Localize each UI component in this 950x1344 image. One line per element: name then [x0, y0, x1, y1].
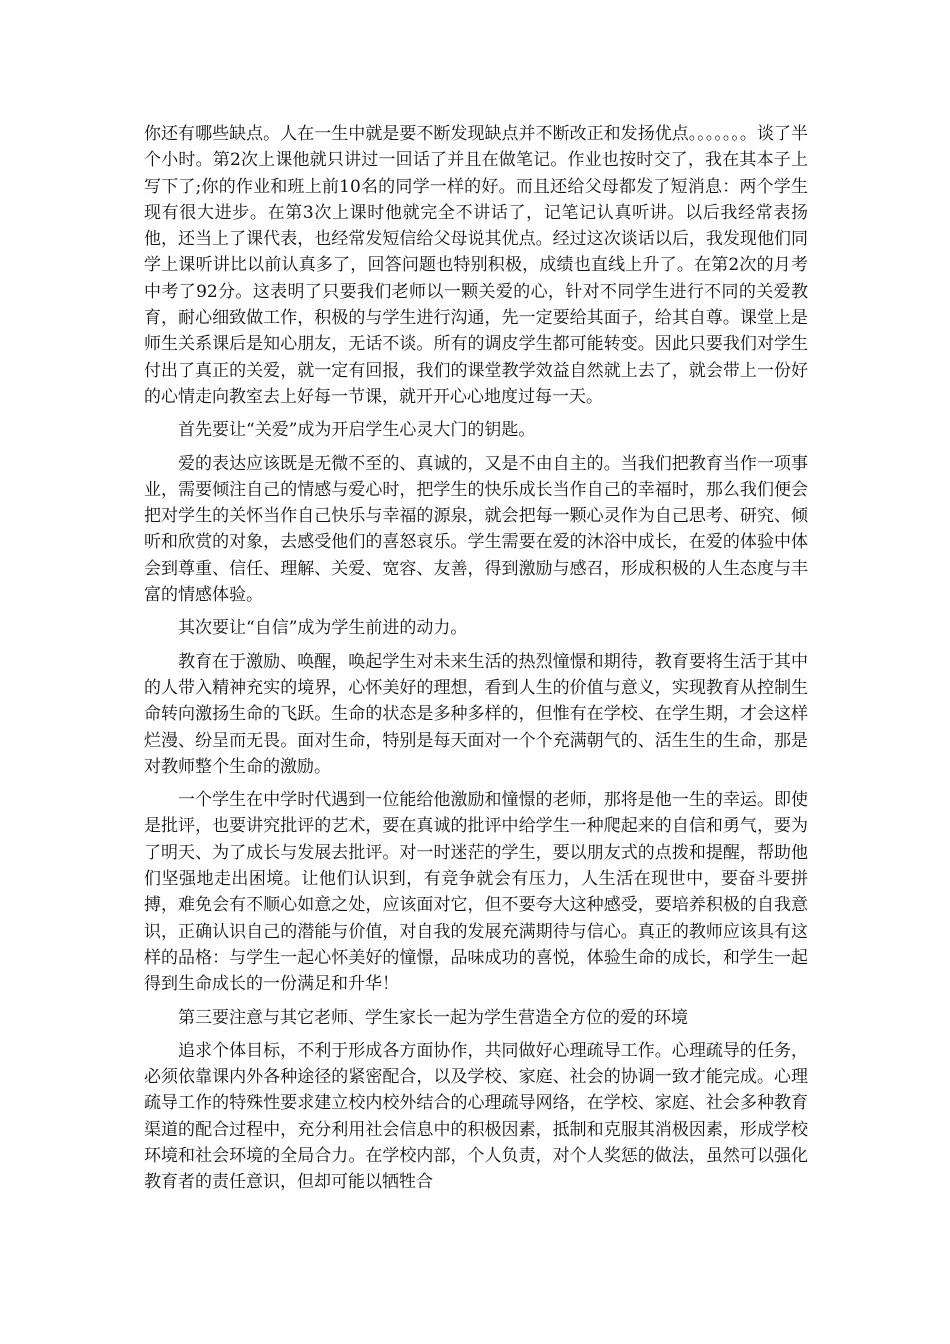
section-heading-care: 首先要让“关爱”成为开启学生心灵大门的钥匙。 [178, 420, 536, 441]
section-heading-confidence: 其次要让“自信”成为学生前进的动力。 [178, 618, 468, 639]
document-page [144, 121, 808, 1203]
paragraph-intro: 你还有哪些缺点。人在一生中就是要不断发现缺点并不断改正和发扬优点。。。。。。。谈了半个小时。第2次上课他就只讲过一回话了并且在做笔记。作业也按时交了，我在其本子上写下了;你的作业和班上前10名的同学一样的好。而且还给父母都发了短消息：两个学生现有很大进步。在第3次上课时他就完全不讲话了，记笔记认真听讲。以后我经常表扬他，还当上了课代表，也经常发短信给父母说其优点。经过这次谈话以后，我发现他们同学上课听讲比以前认真多了，回答问题也特别积极，成绩也直线上升了。在第2次的月考中考了92分。这表明了只要我们老师以一颗关爱的心，针对不同学生进行不同的关爱教育，耐心细致做工作，积极的与学生进行沟通，先一定要给其面子，给其自尊。课堂上是师生关系课后是知心朋友，无话不谈。所有的调皮学生都可能转变。因此只要我们对学生付出了真正的关爱，就一定有回报，我们的课堂教学效益自然就上去了，就会带上一份好的心情走向教室去上好每一节课，就开开心心地度过每一天。 [144, 124, 808, 407]
paragraph-care: 爱的表达应该既是无微不至的、真诚的，又是不由自主的。当我们把教育当作一项事业，需要倾注自己的情感与爱心时，把学生的快乐成长当作自己的幸福时，那么我们便会把对学生的关怀当作自己快乐与幸福的源泉，就会把每一颗心灵作为自己思考、研究、倾听和欣赏的对象，去感受他们的喜怒哀乐。学生需要在爱的沐浴中成长，在爱的体验中体会到尊重、信任、理解、关爱、宽容、友善，得到激励与感召，形成积极的人生态度与丰富的情感体验。 [144, 453, 808, 606]
paragraph-teacher: 一个学生在中学时代遇到一位能给他激励和憧憬的老师，那将是他一生的幸运。即使是批评，也要讲究批评的艺术，要在真诚的批评中给学生一种爬起来的自信和勇气，要为了明天、为了成长与发展去批评。对一时迷茫的学生，要以朋友式的点拨和提醒，帮助他们坚强地走出困境。让他们认识到，有竞争就会有压力，人生活在现世中，要奋斗要拼搏，难免会有不顺心如意之处，应该面对它，但不要夸大这种感受，要培养积极的自我意识，正确认识自己的潜能与价值，对自我的发展充满期待与信心。真正的教师应该具有这样的品格：与学生一起心怀美好的憧憬，品味成功的喜悦，体验生命的成长，和学生一起得到生命成长的一份满足和升华！ [144, 790, 808, 995]
section-heading-environment: 第三要注意与其它老师、学生家长一起为学生营造全方位的爱的环境 [178, 1007, 688, 1028]
paragraph-education: 教育在于激励、唤醒，唤起学生对未来生活的热烈憧憬和期待，教育要将生活于其中的人带入精神充实的境界，心怀美好的理想，看到人生的价值与意义，实现教育从控制生命转向激扬生命的飞跃。生命的状态是多种多样的，但惟有在学校、在学生期，才会这样烂漫、纷呈而无畏。面对生命，特别是每天面对一个个充满朝气的、活生生的生命，那是对教师整个生命的激励。 [144, 651, 808, 777]
paragraph-cooperation: 追求个体目标，不利于形成各方面协作，共同做好心理疏导工作。心理疏导的任务，必须依靠课内外各种途径的紧密配合，以及学校、家庭、社会的协调一致才能完成。心理疏导工作的特殊性要求建立校内校外结合的心理疏导网络，在学校、家庭、社会多种教育渠道的配合过程中，充分利用社会信息中的积极因素，抵制和克服其消极因素，形成学校环境和社会环境的全局合力。在学校内部，个人负责，对个人奖惩的做法，虽然可以强化教育者的责任意识，但却可能以牺牲合 [144, 1040, 808, 1193]
